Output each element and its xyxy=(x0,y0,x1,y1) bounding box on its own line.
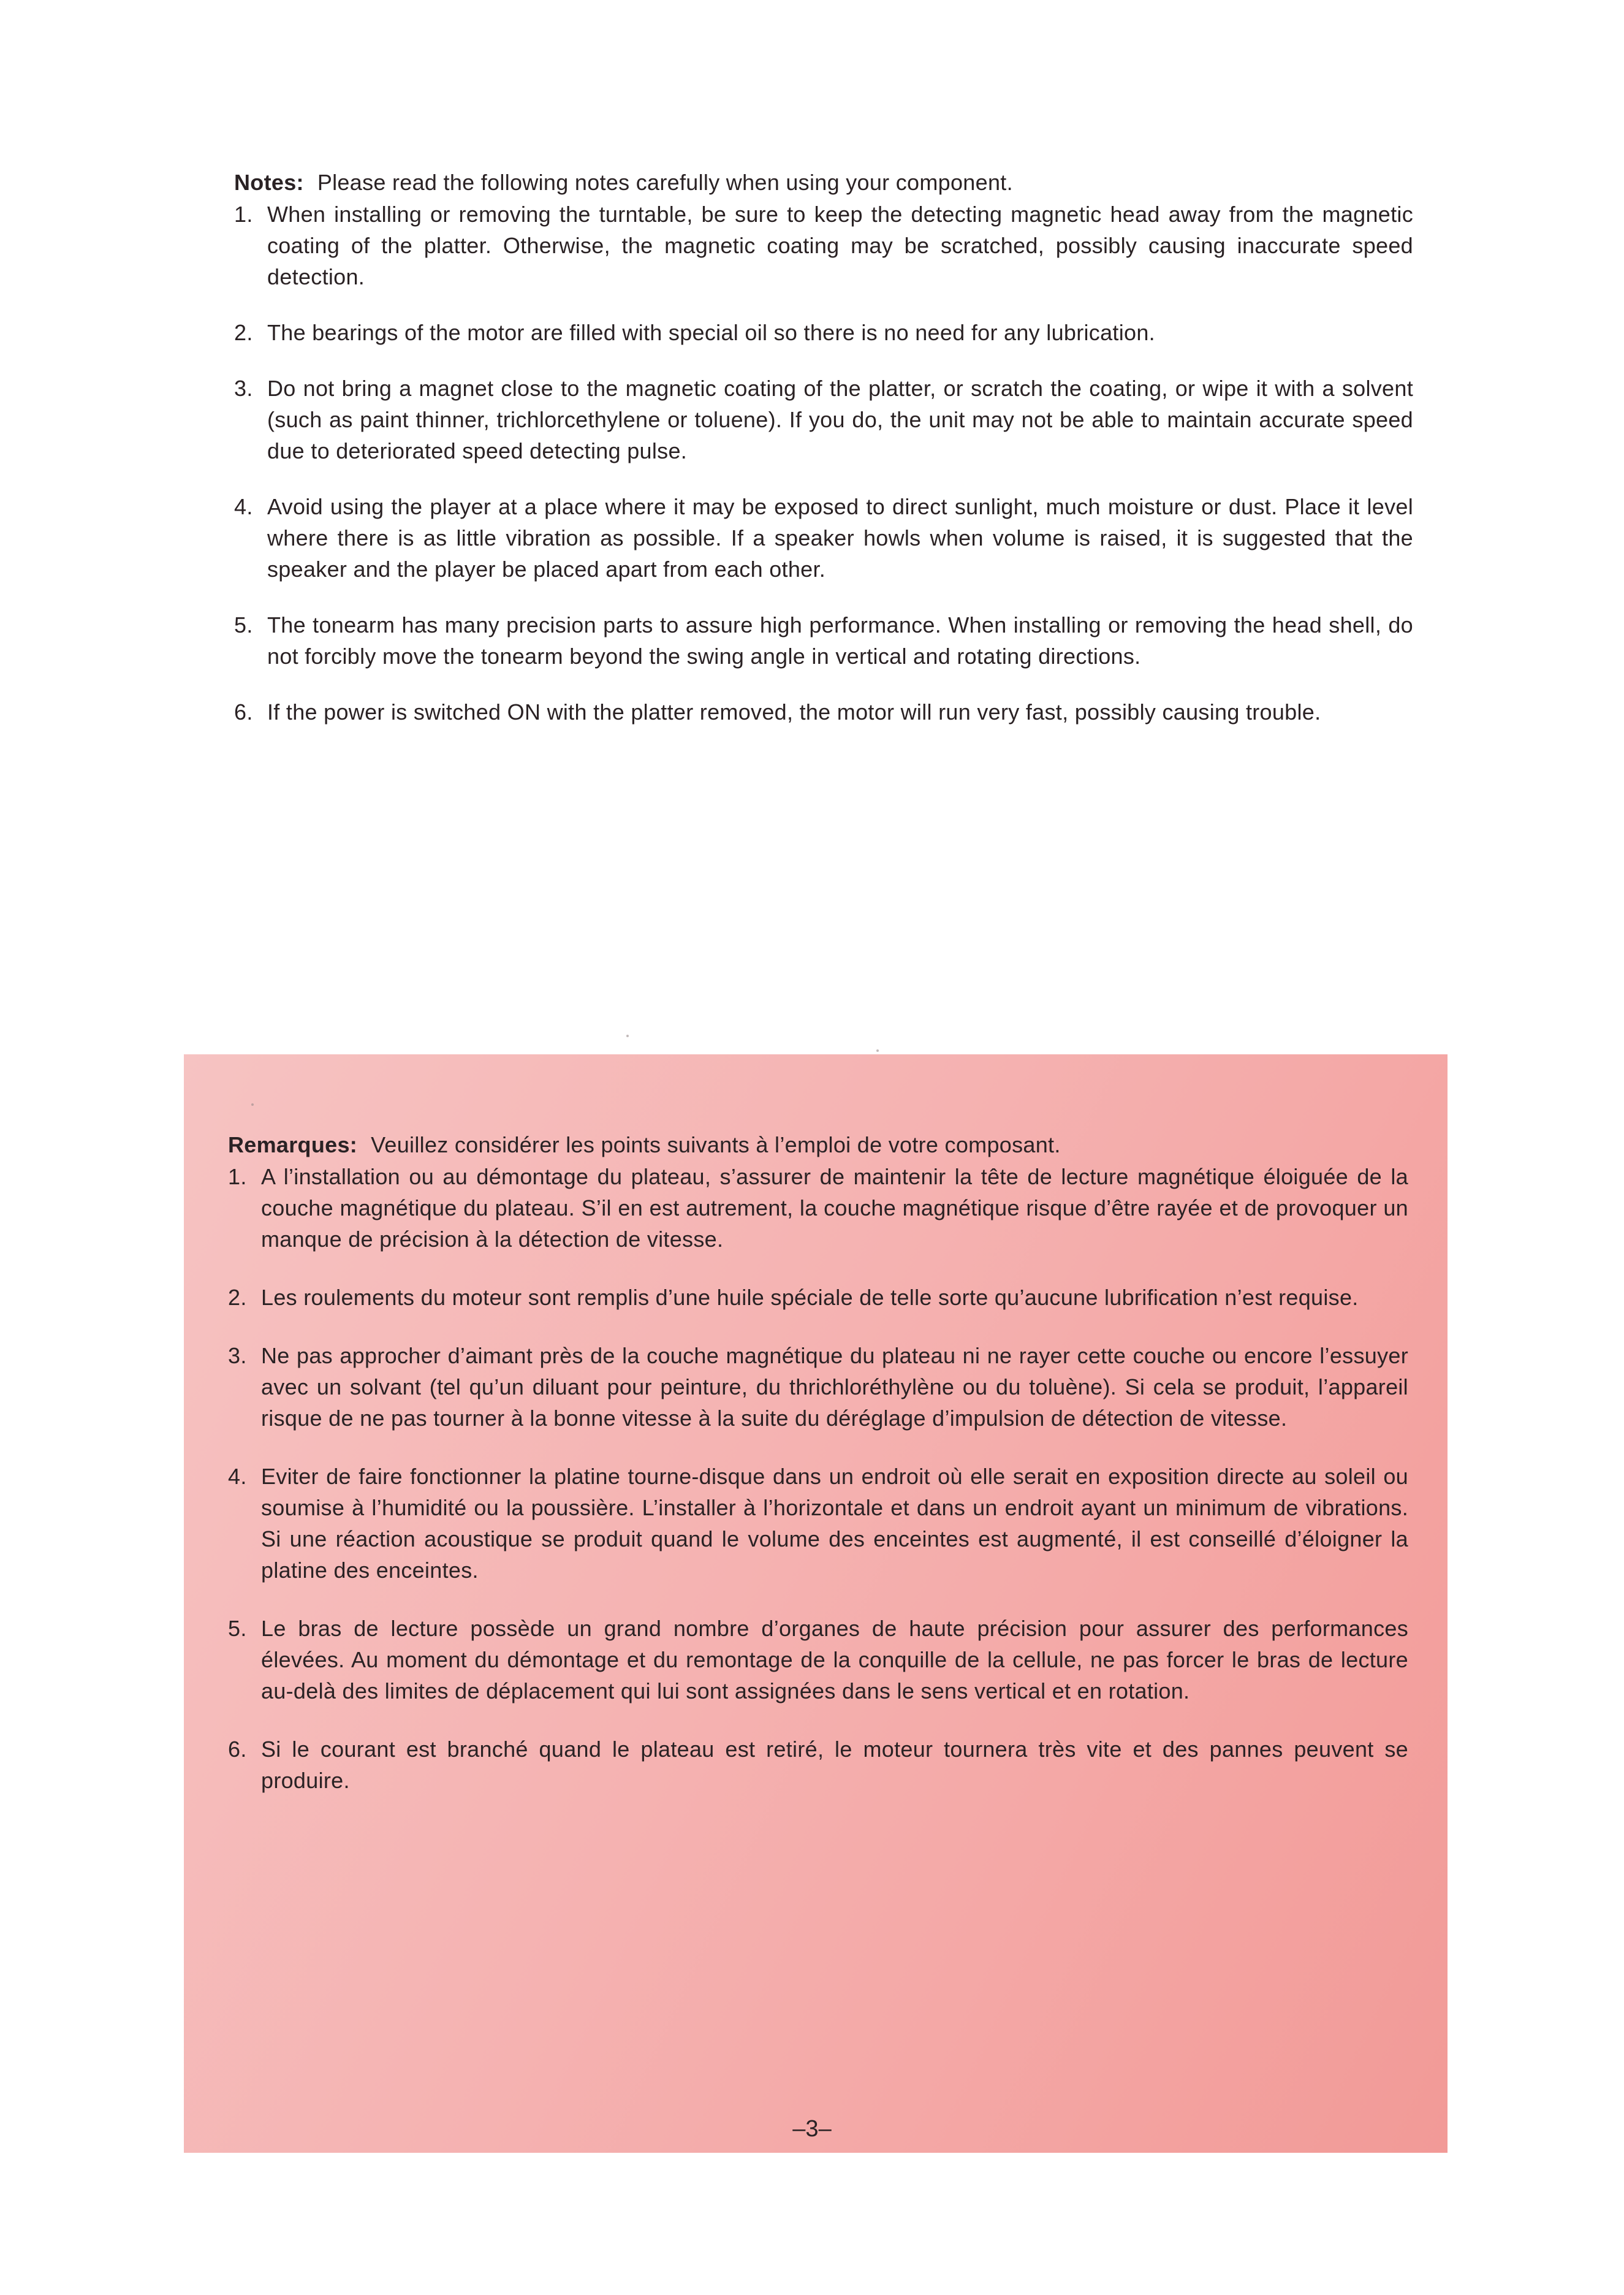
english-notes-list xyxy=(234,199,1413,728)
note-number: 1. xyxy=(234,202,253,227)
note-number: 5. xyxy=(228,1616,247,1641)
note-number: 4. xyxy=(234,494,253,519)
note-number: 3. xyxy=(234,376,253,401)
list-item xyxy=(228,1161,1408,1255)
note-text: A l’installation ou au démontage du plateau, s’assurer de maintenir la tête de lecture magnétique éloiguée de la couche magnétique du plateau. S’il en est autrement, la couche magnétique risque d’être rayée et de provoquer un manque de précision à la détection de vitesse. xyxy=(261,1164,1408,1252)
note-text: Eviter de faire fonctionner la platine tourne-disque dans un endroit où elle serait en exposition directe au soleil ou soumise à l’humidité ou la poussière. L’installer à l’horizontale et dans un endroit ayant un minimum de vibrations. Si une réaction acoustique se produit quand le volume des enceintes est augmenté, il est conseillé d’éloigner la platine des enceintes. xyxy=(261,1464,1408,1583)
list-item xyxy=(228,1613,1408,1707)
list-item xyxy=(228,1340,1408,1434)
note-text: Ne pas approcher d’aimant près de la couche magnétique du plateau ni ne rayer cette couche ou encore l’essuyer avec un solvant (tel qu’un diluant pour peinture, du thrichloréthylène ou du toluène). Si cela se produit, l’appareil risque de ne pas tourner à la bonne vitesse à la suite du déréglage d’impulsion de détection de vitesse. xyxy=(261,1343,1408,1431)
note-text: When installing or removing the turntable, be sure to keep the detecting magnetic head away from the magnetic coating of the platter. Otherwise, the magnetic coating may be scratched, possibly causing inaccurate speed detection. xyxy=(267,202,1413,289)
note-text: Do not bring a magnet close to the magnetic coating of the platter, or scratch the coating, or wipe it with a solvent (such as paint thinner, trichlorcethylene or toluene). If you do, the unit may not be able to maintain accurate speed due to deteriorated speed detecting pulse. xyxy=(267,376,1413,463)
list-item xyxy=(234,609,1413,672)
note-text: The tonearm has many precision parts to assure high performance. When installing or removing the head shell, do not forcibly move the tonearm beyond the swing angle in vertical and rotating directions. xyxy=(267,612,1413,669)
notes-heading: Notes: xyxy=(234,170,304,195)
note-text: Si le courant est branché quand le plateau est retiré, le moteur tournera très vite et des pannes peuvent se produire. xyxy=(261,1737,1408,1793)
list-item xyxy=(228,1734,1408,1796)
print-speck xyxy=(876,1049,879,1052)
note-number: 1. xyxy=(228,1164,247,1189)
note-number: 2. xyxy=(228,1285,247,1310)
note-number: 5. xyxy=(234,612,253,638)
note-text: If the power is switched ON with the platter removed, the motor will run very fast, possibly causing trouble. xyxy=(267,699,1321,725)
list-item xyxy=(234,696,1413,728)
note-text: The bearings of the motor are filled with special oil so there is no need for any lubrication. xyxy=(267,320,1155,345)
page-number: –3– xyxy=(792,2116,832,2142)
note-number: 6. xyxy=(228,1737,247,1762)
print-speck xyxy=(626,1035,629,1037)
notes-intro-text: Please read the following notes carefully when using your component. xyxy=(317,170,1013,195)
english-notes-intro xyxy=(234,167,1413,199)
list-item xyxy=(228,1461,1408,1586)
english-notes-section xyxy=(234,167,1413,728)
list-item xyxy=(228,1282,1408,1313)
list-item xyxy=(234,317,1413,348)
note-text: Avoid using the player at a place where it may be exposed to direct sunlight, much moisture or dust. Place it level where there is as little vibration as possible. If a speaker howls when volume is raised, it is suggested that the speaker and the player be placed apart from each other. xyxy=(267,494,1413,582)
note-number: 2. xyxy=(234,320,253,345)
remarques-intro-text: Veuillez considérer les points suivants à l’emploi de votre composant. xyxy=(371,1132,1061,1157)
french-notes-section xyxy=(228,1129,1408,1796)
list-item xyxy=(234,373,1413,466)
french-notes-list xyxy=(228,1161,1408,1796)
list-item xyxy=(234,491,1413,585)
list-item xyxy=(234,199,1413,292)
print-speck xyxy=(251,1103,254,1106)
remarques-heading: Remarques: xyxy=(228,1132,358,1157)
note-text: Le bras de lecture possède un grand nombre d’organes de haute précision pour assurer des performances élevées. Au moment du démontage et du remontage de la conquille de la cellule, ne pas forcer le bras de lecture au-delà des limites de déplacement qui lui sont assignées dans le sens vertical et en rotation. xyxy=(261,1616,1408,1703)
note-number: 3. xyxy=(228,1343,247,1368)
note-number: 6. xyxy=(234,699,253,725)
note-text: Les roulements du moteur sont remplis d’une huile spéciale de telle sorte qu’aucune lubrification n’est requise. xyxy=(261,1285,1359,1310)
french-notes-intro xyxy=(228,1129,1408,1161)
note-number: 4. xyxy=(228,1464,247,1489)
